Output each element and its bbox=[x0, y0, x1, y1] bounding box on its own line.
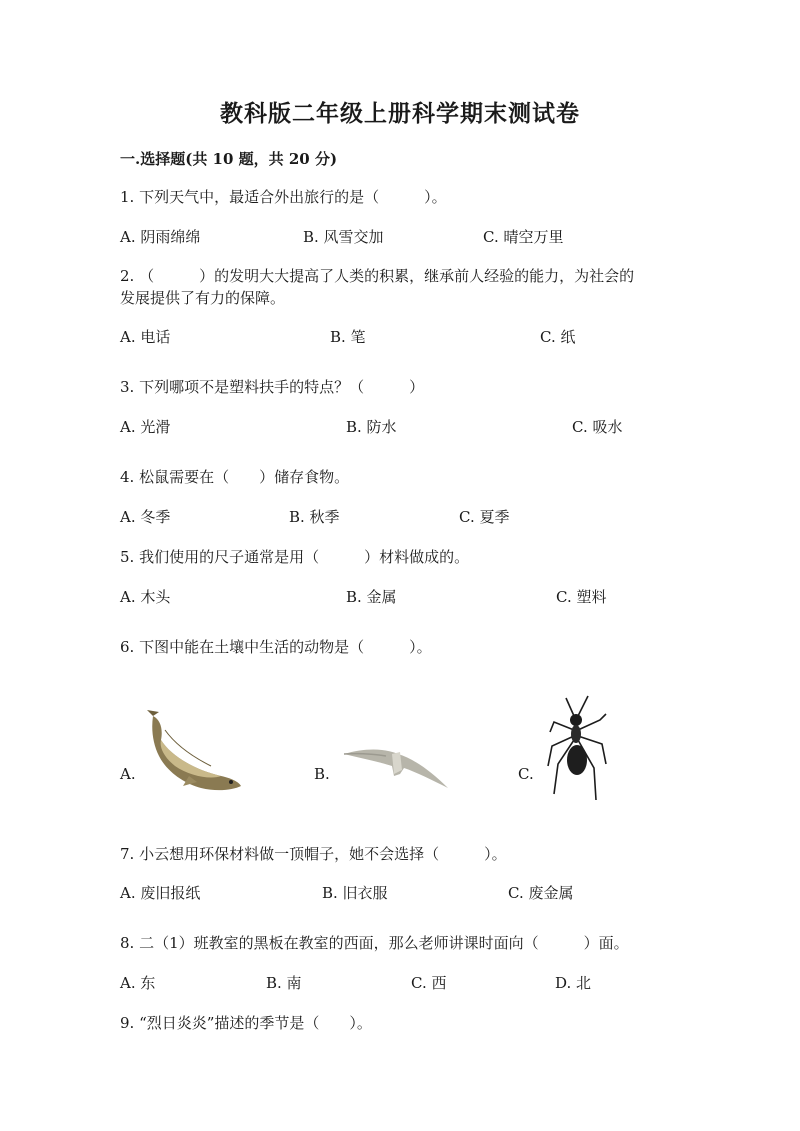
q4-option-c[interactable]: C. 夏季 bbox=[459, 508, 510, 526]
question-7: 7. 小云想用环保材料做一顶帽子，她不会选择（ ）。 bbox=[120, 845, 507, 863]
question-1: 1. 下列天气中，最适合外出旅行的是（ ）。 bbox=[120, 188, 447, 206]
fish-image bbox=[145, 710, 245, 794]
q2-option-a[interactable]: A. 电话 bbox=[120, 328, 171, 346]
q5-option-a[interactable]: A. 木头 bbox=[120, 588, 171, 606]
q6-option-b[interactable]: B. bbox=[314, 765, 330, 783]
q1-option-c[interactable]: C. 晴空万里 bbox=[483, 228, 564, 246]
q2-option-b[interactable]: B. 笔 bbox=[330, 328, 366, 346]
q2-option-c[interactable]: C. 纸 bbox=[540, 328, 576, 346]
q5-option-b[interactable]: B. 金属 bbox=[346, 588, 397, 606]
question-3: 3. 下列哪项不是塑料扶手的特点？（ ） bbox=[120, 378, 425, 396]
q8-option-a[interactable]: A. 东 bbox=[120, 974, 156, 992]
q7-option-c[interactable]: C. 废金属 bbox=[508, 884, 574, 902]
q6-option-a[interactable]: A. bbox=[120, 765, 136, 783]
q8-option-b[interactable]: B. 南 bbox=[266, 974, 302, 992]
question-6: 6. 下图中能在土壤中生活的动物是（ ）。 bbox=[120, 638, 432, 656]
q3-option-a[interactable]: A. 光滑 bbox=[120, 418, 171, 436]
ant-image bbox=[544, 694, 610, 804]
question-4: 4. 松鼠需要在（ ）储存食物。 bbox=[120, 468, 350, 486]
bird-image bbox=[340, 740, 452, 792]
question-2-line-2: 发展提供了有力的保障。 bbox=[120, 289, 286, 307]
q1-option-b[interactable]: B. 风雪交加 bbox=[303, 228, 384, 246]
q8-option-d[interactable]: D. 北 bbox=[555, 974, 592, 992]
q3-option-b[interactable]: B. 防水 bbox=[346, 418, 397, 436]
q3-option-c[interactable]: C. 吸水 bbox=[572, 418, 623, 436]
section-heading: 一.选择题(共 10 题，共 20 分) bbox=[120, 150, 338, 168]
question-9: 9. “烈日炎炎”描述的季节是（ ）。 bbox=[120, 1014, 372, 1032]
q1-option-a[interactable]: A. 阴雨绵绵 bbox=[120, 228, 201, 246]
question-2-line-1: 2. （ ）的发明大大提高了人类的积累，继承前人经验的能力，为社会的 bbox=[120, 267, 635, 285]
question-5: 5. 我们使用的尺子通常是用（ ）材料做成的。 bbox=[120, 548, 470, 566]
q7-option-b[interactable]: B. 旧衣服 bbox=[322, 884, 388, 902]
q7-option-a[interactable]: A. 废旧报纸 bbox=[120, 884, 201, 902]
q6-option-c[interactable]: C. bbox=[518, 765, 534, 783]
q4-option-b[interactable]: B. 秋季 bbox=[289, 508, 340, 526]
question-8: 8. 二（1）班教室的黑板在教室的西面，那么老师讲课时面向（ ）面。 bbox=[120, 934, 629, 952]
q4-option-a[interactable]: A. 冬季 bbox=[120, 508, 171, 526]
q8-option-c[interactable]: C. 西 bbox=[411, 974, 447, 992]
page-title: 教科版二年级上册科学期末测试卷 bbox=[220, 100, 580, 127]
q5-option-c[interactable]: C. 塑料 bbox=[556, 588, 607, 606]
